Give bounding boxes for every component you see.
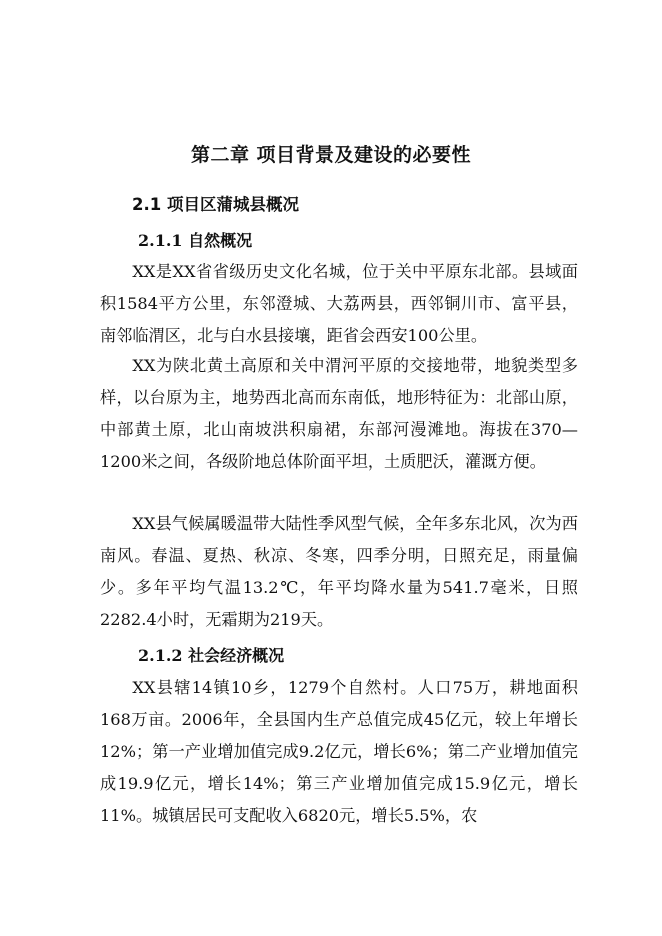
- paragraph-location: XX是XX省省级历史文化名城，位于关中平原东北部。县域面积1584平方公里，东邻澄城、大荔两县，西邻铜川市、富平县，南邻临渭区，北与白水县接壤，距省会西安100公里。: [100, 262, 578, 345]
- subsection-heading-natural: 2.1.1 自然概况: [138, 231, 253, 250]
- paragraph-terrain: XX为陕北黄土高原和关中渭河平原的交接地带，地貌类型多样，以台原为主，地势西北高而东南低，地形特征为：北部山原，中部黄土原，北山南坡洪积扇裙，东部河漫滩地。海拔在370—1200米之间，各级阶地总体阶面平坦，土质肥沃，灌溉方便。: [100, 356, 578, 471]
- paragraph-climate: XX县气候属暖温带大陆性季风型气候，全年多东北风，次为西南风。春温、夏热、秋凉、冬寒，四季分明，日照充足，雨量偏少。多年平均气温13.2℃，年平均降水量为541.7毫米，日照2282.4小时，无霜期为219天。: [100, 514, 578, 629]
- subsection-heading-economy: 2.1.2 社会经济概况: [138, 646, 285, 665]
- section-heading: 2.1 项目区蒲城县概况: [132, 195, 299, 214]
- chapter-title: 第二章 项目背景及建设的必要性: [190, 144, 472, 166]
- paragraph-economy: XX县辖14镇10乡，1279个自然村。人口75万，耕地面积168万亩。2006年，全县国内生产总值完成45亿元，较上年增长12%；第一产业增加值完成9.2亿元，增长6%；第二产业增加值完成19.9亿元，增长14%；第三产业增加值完成15.9亿元，增长11%。城镇居民可支配收入6820元，增长5.5%，农: [100, 678, 578, 825]
